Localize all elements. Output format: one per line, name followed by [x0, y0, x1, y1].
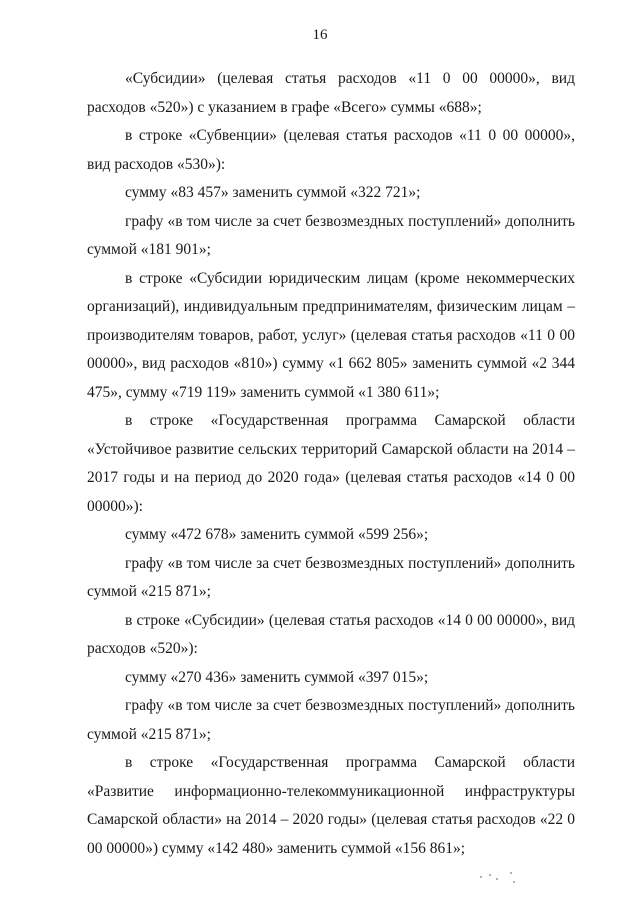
paragraph: графу «в том числе за счет безвозмездных поступлений» дополнить суммой «181 901»; — [87, 212, 575, 258]
paragraph: графу «в том числе за счет безвозмездных поступлений» дополнить суммой «215 871»; — [87, 697, 575, 743]
paragraph: сумму «270 436» заменить суммой «397 015»; — [125, 668, 429, 686]
paragraph: в строке «Государственная программа Самарской области «Развитие информационно-телекоммуникационной инфраструктуры Самарской области» на 2014 – 2020 годы» (целевая статья расходов «22 0 00 00000») сумму «142 480» заменить суммой «156 861»; — [87, 754, 575, 857]
paragraph: сумму «83 457» заменить суммой «322 721»; — [125, 184, 421, 201]
paragraph: в строке «Субвенции» (целевая статья расходов «11 0 00 00000», вид расходов «530»): — [87, 127, 575, 173]
paragraph: в строке «Субсидии» (целевая статья расходов «14 0 00 00000», вид расходов «520»): — [87, 611, 575, 657]
paragraph: в строке «Государственная программа Самарской области «Устойчивое развитие сельских территорий Самарской области на 2014 – 2017 годы и на период до 2020 года» (целевая статья расходов «14 0 00 00000»): — [87, 412, 575, 515]
paragraph: «Субсидии» (целевая статья расходов «11 0 00 00000», вид расходов «520») с указанием в графе «Всего» суммы «688»; — [87, 70, 575, 116]
paragraph: сумму «472 678» заменить суммой «599 256»; — [125, 526, 429, 543]
document-body — [87, 65, 575, 863]
page-number: 16 — [312, 27, 328, 43]
paragraph: графу «в том числе за счет безвозмездных поступлений» дополнить суммой «215 871»; — [87, 554, 575, 600]
scan-marks — [480, 870, 520, 886]
paragraph: в строке «Субсидии юридическим лицам (кроме некоммерческих организаций), индивидуальным предпринимателям, физическим лицам – производителям товаров, работ, услуг» (целевая статья расходов «11 0 00 00000», вид расходов «810») сумму «1 662 805» заменить суммой «2 344 475», сумму «719 119» заменить суммой «1 380 611»; — [87, 269, 575, 401]
